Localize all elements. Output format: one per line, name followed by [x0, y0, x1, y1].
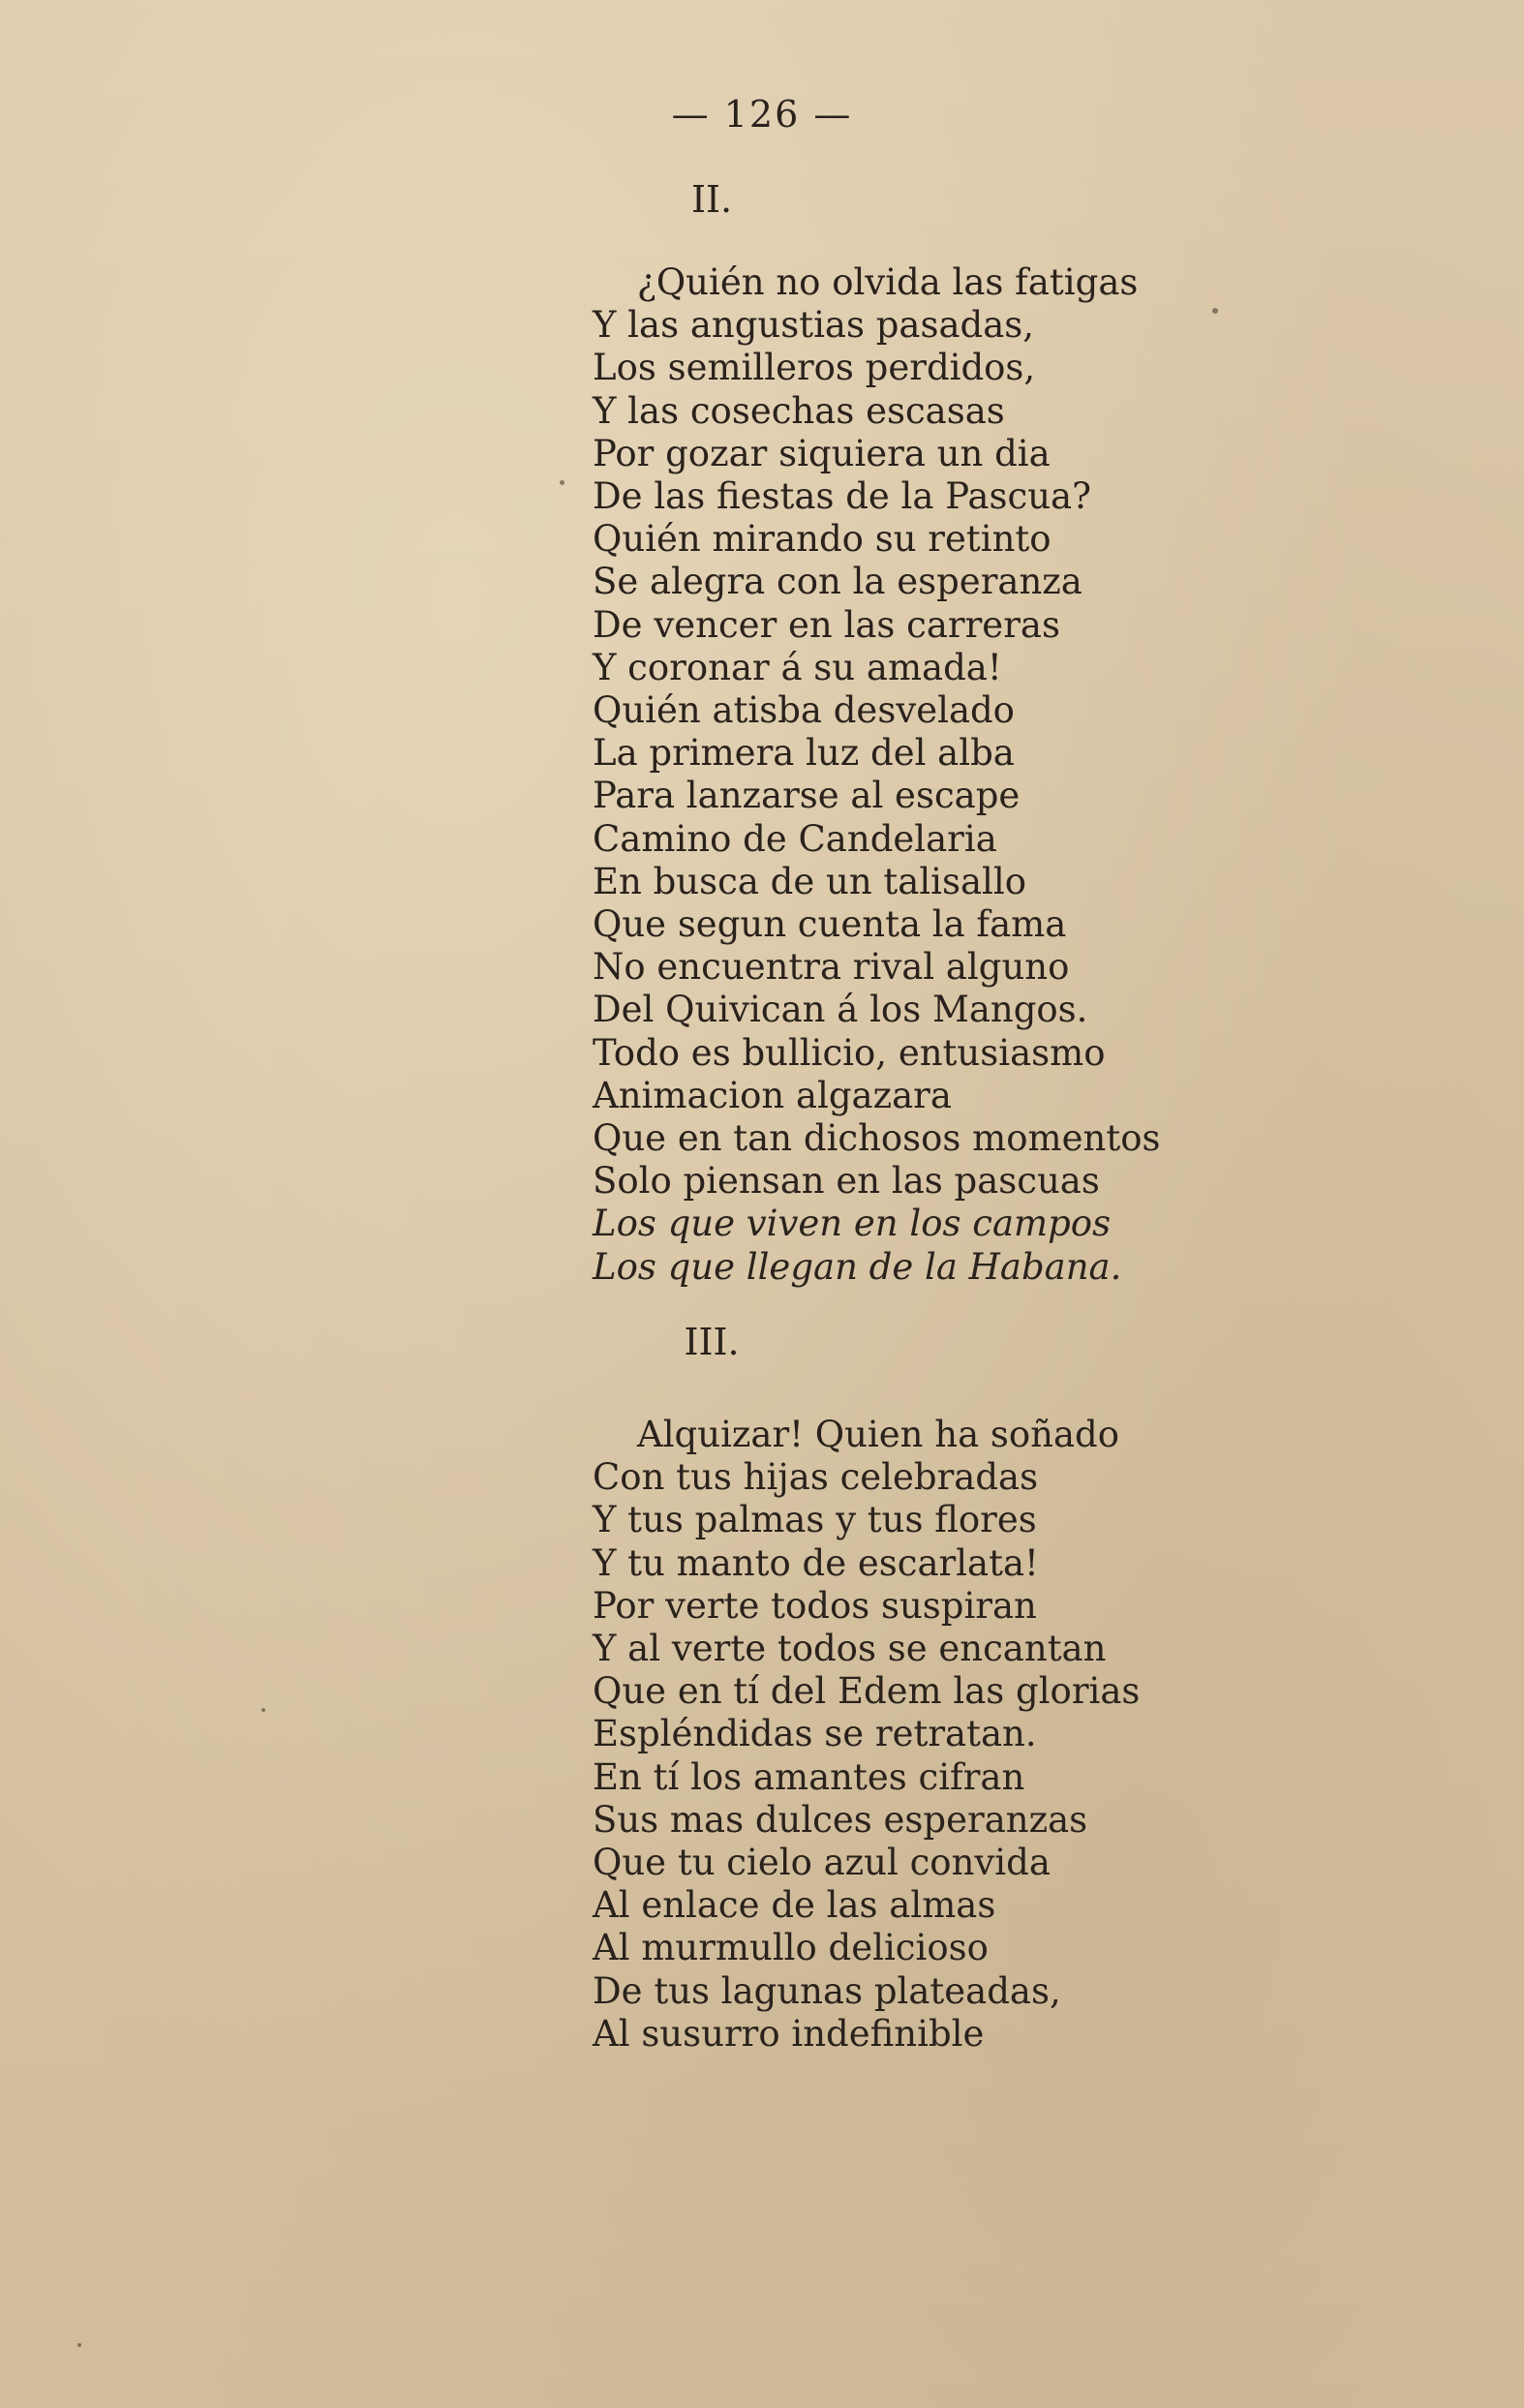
verse-line: Al enlace de las almas: [593, 1884, 996, 1927]
verse-line: La primera luz del alba: [593, 732, 1015, 775]
verse-line: Y al verte todos se encantan: [593, 1628, 1107, 1670]
verse-line: En busca de un talisallo: [593, 860, 1026, 902]
paper-speck: [1212, 308, 1218, 314]
verse-line: De las fiestas de la Pascua?: [593, 475, 1091, 518]
section-heading-iii: III.: [684, 1321, 740, 1363]
verse-line: Quién mirando su retinto: [593, 518, 1052, 561]
verse-line: Que en tan dichosos momentos: [593, 1117, 1161, 1160]
verse-line: ¿Quién no olvida las fatigas: [637, 261, 1139, 303]
verse-line: Los que viven en los campos: [593, 1203, 1112, 1245]
verse-line: Y las angustias pasadas,: [593, 304, 1035, 347]
poem-section-ii: [593, 261, 1161, 1289]
verse-line: Con tus hijas celebradas: [593, 1456, 1039, 1499]
verse-line: Espléndidas se retratan.: [593, 1713, 1037, 1755]
verse-line: Y coronar á su amada!: [593, 646, 1002, 688]
verse-line: Del Quivican á los Mangos.: [593, 989, 1088, 1031]
poem-section-iii: [593, 1414, 1140, 2056]
verse-line: En tí los amantes cifran: [593, 1755, 1025, 1798]
verse-line: Quién atisba desvelado: [593, 689, 1015, 732]
verse-line: Por gozar siquiera un dia: [593, 432, 1051, 474]
verse-line: Y las cosechas escasas: [593, 389, 1005, 432]
verse-line: De tus lagunas plateadas,: [593, 1969, 1061, 2012]
paper-speck: [77, 2343, 81, 2347]
verse-line: Solo piensan en las pascuas: [593, 1160, 1100, 1203]
verse-line: Que segun cuenta la fama: [593, 903, 1067, 946]
verse-line: Al murmullo delicioso: [593, 1927, 989, 1969]
paper-speck: [560, 480, 564, 485]
verse-line: Que tu cielo azul convida: [593, 1842, 1051, 1884]
verse-line: Todo es bullicio, entusiasmo: [593, 1031, 1106, 1074]
verse-line: Los semilleros perdidos,: [593, 347, 1036, 389]
verse-line: Para lanzarse al escape: [593, 775, 1021, 817]
verse-line: Camino de Candelaria: [593, 817, 997, 860]
verse-line: Por verte todos suspiran: [593, 1584, 1037, 1627]
verse-line: Y tus palmas y tus flores: [593, 1499, 1037, 1541]
verse-line: Al susurro indefinible: [593, 2012, 985, 2055]
verse-line: De vencer en las carreras: [593, 603, 1060, 646]
verse-line: Los que llegan de la Habana.: [593, 1245, 1122, 1288]
verse-line: Y tu manto de escarlata!: [593, 1541, 1039, 1584]
paper-speck: [261, 1708, 265, 1712]
section-heading-ii: II.: [690, 178, 733, 221]
page-number: — 126 —: [671, 93, 853, 136]
verse-line: Alquizar! Quien ha soñado: [637, 1414, 1120, 1455]
verse-line: Animacion algazara: [593, 1074, 952, 1116]
verse-line: Se alegra con la esperanza: [593, 561, 1082, 603]
verse-line: Que en tí del Edem las glorias: [593, 1670, 1141, 1713]
verse-line: No encuentra rival alguno: [593, 946, 1070, 989]
verse-line: Sus mas dulces esperanzas: [593, 1798, 1088, 1841]
